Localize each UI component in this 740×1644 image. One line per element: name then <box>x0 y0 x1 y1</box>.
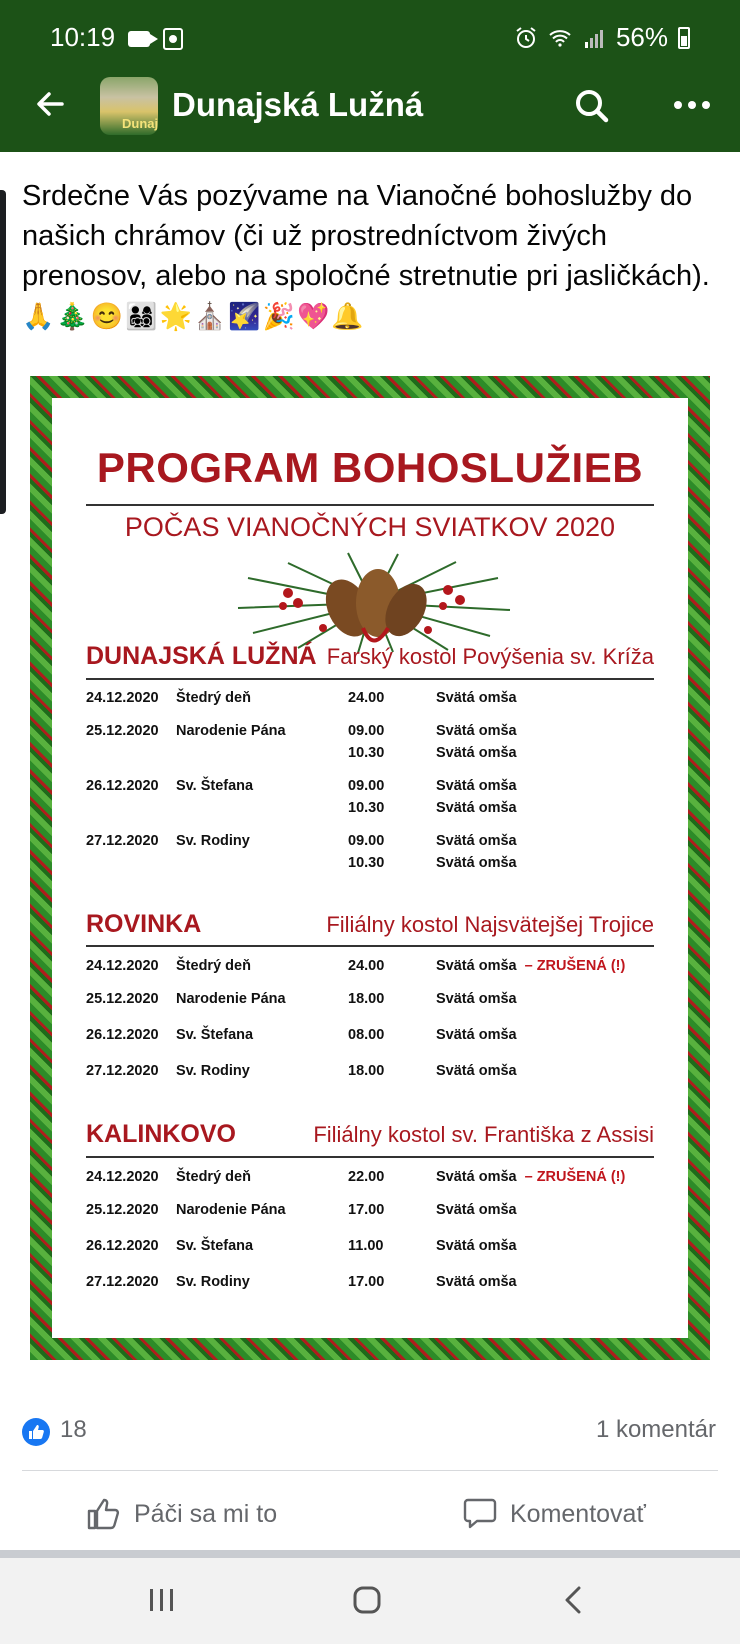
wifi-icon <box>548 26 572 50</box>
section-church: Farský kostol Povýšenia sv. Kríža <box>326 644 654 669</box>
home-icon[interactable] <box>352 1585 382 1615</box>
schedule-row <box>86 958 654 980</box>
section-header-dunajska-luzna <box>86 642 654 676</box>
schedule-row <box>86 800 654 822</box>
comment-label: Komentovať <box>510 1499 646 1528</box>
like-label: Páči sa mi to <box>134 1499 278 1528</box>
schedule-row <box>86 991 654 1013</box>
row-time: 18.00 <box>348 991 385 1007</box>
row-time: 09.00 <box>348 723 385 739</box>
back-arrow-icon[interactable] <box>34 88 66 120</box>
section-church: Filiálny kostol sv. Františka z Assisi <box>313 1122 654 1147</box>
row-mass: Svätá omša <box>436 745 517 761</box>
row-mass-label: Svätá omša <box>436 958 517 974</box>
row-day: Sv. Rodiny <box>176 833 250 849</box>
schedule-row <box>86 1274 654 1296</box>
row-date: 26.12.2020 <box>86 778 159 794</box>
row-time: 08.00 <box>348 1027 385 1043</box>
screen-record-icon <box>163 28 183 50</box>
comment-count[interactable]: 1 komentár <box>595 1416 716 1443</box>
cancelled-note: – ZRUŠENÁ (!) <box>524 958 626 974</box>
row-mass: Svätá omša <box>436 1238 517 1254</box>
battery-icon <box>678 27 690 49</box>
alarm-icon <box>514 26 538 50</box>
title-divider <box>86 504 654 506</box>
post-text <box>22 176 722 336</box>
actions-divider <box>22 1470 718 1471</box>
section-header-rovinka <box>86 910 654 944</box>
schedule-row <box>86 778 654 800</box>
comment-button[interactable] <box>462 1490 646 1538</box>
avatar-text: Dunaj <box>122 116 158 131</box>
poster-title: PROGRAM BOHOSLUŽIEB <box>96 444 644 491</box>
row-day: Štedrý deň <box>176 1169 251 1185</box>
signal-icon <box>582 26 606 50</box>
section-name: ROVINKA <box>86 910 202 938</box>
row-time: 22.00 <box>348 1169 385 1185</box>
row-date: 27.12.2020 <box>86 1063 159 1079</box>
schedule-row <box>86 1063 654 1085</box>
row-day: Sv. Štefana <box>176 1238 254 1254</box>
schedule-row <box>86 833 654 855</box>
like-reaction-icon[interactable] <box>22 1418 50 1446</box>
schedule-row <box>86 855 654 877</box>
section-divider <box>86 678 654 680</box>
post-body: Srdečne Vás pozývame na Vianočné bohoslužby do našich chrámov (či už prostredníctvom živých prenosov, alebo na spoločné stretnutie pri jasličkách). <box>22 180 710 292</box>
row-time: 24.00 <box>348 690 385 706</box>
row-date: 26.12.2020 <box>86 1238 159 1254</box>
row-day: Štedrý deň <box>176 690 251 706</box>
row-mass: Svätá omša <box>436 1274 517 1290</box>
status-icons <box>514 22 690 53</box>
section-divider <box>86 1156 654 1158</box>
row-mass: Svätá omša <box>436 778 517 794</box>
row-mass: Svätá omša <box>436 1063 517 1079</box>
schedule-row <box>86 723 654 745</box>
row-date: 25.12.2020 <box>86 991 159 1007</box>
row-date: 25.12.2020 <box>86 723 159 739</box>
row-time: 17.00 <box>348 1274 385 1290</box>
row-mass-label: Svätá omša <box>436 1169 517 1185</box>
row-time: 17.00 <box>348 1202 385 1218</box>
row-mass: Svätá omša <box>436 855 517 871</box>
section-divider <box>86 945 654 947</box>
row-date: 24.12.2020 <box>86 690 159 706</box>
comment-icon <box>462 1496 498 1532</box>
feed-separator <box>0 1550 740 1558</box>
row-mass: Svätá omša <box>436 1027 517 1043</box>
schedule-row <box>86 1202 654 1224</box>
post-image[interactable] <box>30 376 710 1360</box>
schedule-row <box>86 1238 654 1260</box>
cancelled-note: – ZRUŠENÁ (!) <box>524 1169 626 1185</box>
row-mass: Svätá omša <box>436 1202 517 1218</box>
row-day: Narodenie Pána <box>176 723 286 739</box>
row-mass <box>436 1169 625 1185</box>
row-time: 10.30 <box>348 855 385 871</box>
row-day: Štedrý deň <box>176 958 251 974</box>
row-day: Sv. Štefana <box>176 778 254 794</box>
row-mass: Svätá omša <box>436 991 517 1007</box>
video-icon <box>128 31 150 47</box>
row-time: 18.00 <box>348 1063 385 1079</box>
battery-percent: 56% <box>615 22 668 52</box>
row-mass: Svätá omša <box>436 800 517 816</box>
row-date: 27.12.2020 <box>86 833 159 849</box>
section-name: KALINKOVO <box>86 1120 236 1148</box>
nav-back-icon[interactable] <box>562 1586 584 1614</box>
row-day: Sv. Štefana <box>176 1027 254 1043</box>
schedule-row <box>86 1027 654 1049</box>
row-time: 10.30 <box>348 745 385 761</box>
row-mass: Svätá omša <box>436 723 517 739</box>
status-time: 10:19 <box>50 22 116 52</box>
search-icon[interactable] <box>572 86 612 126</box>
like-button[interactable] <box>86 1490 277 1538</box>
section-name: DUNAJSKÁ LUŽNÁ <box>86 642 317 670</box>
page-title[interactable]: Dunajská Lužná <box>172 86 424 123</box>
schedule-row <box>86 690 654 712</box>
like-icon <box>86 1496 122 1532</box>
row-time: 10.30 <box>348 800 385 816</box>
row-day: Narodenie Pána <box>176 991 286 1007</box>
scroll-indicator <box>0 190 6 514</box>
section-header-kalinkovo <box>86 1120 654 1154</box>
recent-apps-icon[interactable] <box>148 1588 176 1612</box>
status-bar <box>0 0 740 80</box>
row-mass: Svätá omša <box>436 690 517 706</box>
row-day: Sv. Rodiny <box>176 1274 250 1290</box>
page-avatar[interactable] <box>100 77 158 135</box>
schedule-row <box>86 1169 654 1191</box>
poster-content <box>52 398 688 1338</box>
row-day: Sv. Rodiny <box>176 1063 250 1079</box>
like-count[interactable]: 18 <box>60 1416 87 1443</box>
row-date: 24.12.2020 <box>86 1169 159 1185</box>
row-date: 26.12.2020 <box>86 1027 159 1043</box>
row-time: 09.00 <box>348 833 385 849</box>
row-time: 09.00 <box>348 778 385 794</box>
row-day: Narodenie Pána <box>176 1202 286 1218</box>
schedule-row <box>86 745 654 767</box>
section-church: Filiálny kostol Najsvätejšej Trojice <box>326 912 654 937</box>
row-mass <box>436 958 625 974</box>
row-date: 27.12.2020 <box>86 1274 159 1290</box>
poster-subtitle: POČAS VIANOČNÝCH SVIATKOV 2020 <box>124 512 616 542</box>
row-mass: Svätá omša <box>436 833 517 849</box>
post-emojis: 🙏🎄😊👨‍👩‍👧‍👦🌟⛪🌠🎉💖🔔 <box>22 301 366 331</box>
row-time: 11.00 <box>348 1238 384 1254</box>
row-date: 24.12.2020 <box>86 958 159 974</box>
row-date: 25.12.2020 <box>86 1202 159 1218</box>
row-time: 24.00 <box>348 958 385 974</box>
more-icon[interactable] <box>672 98 712 112</box>
